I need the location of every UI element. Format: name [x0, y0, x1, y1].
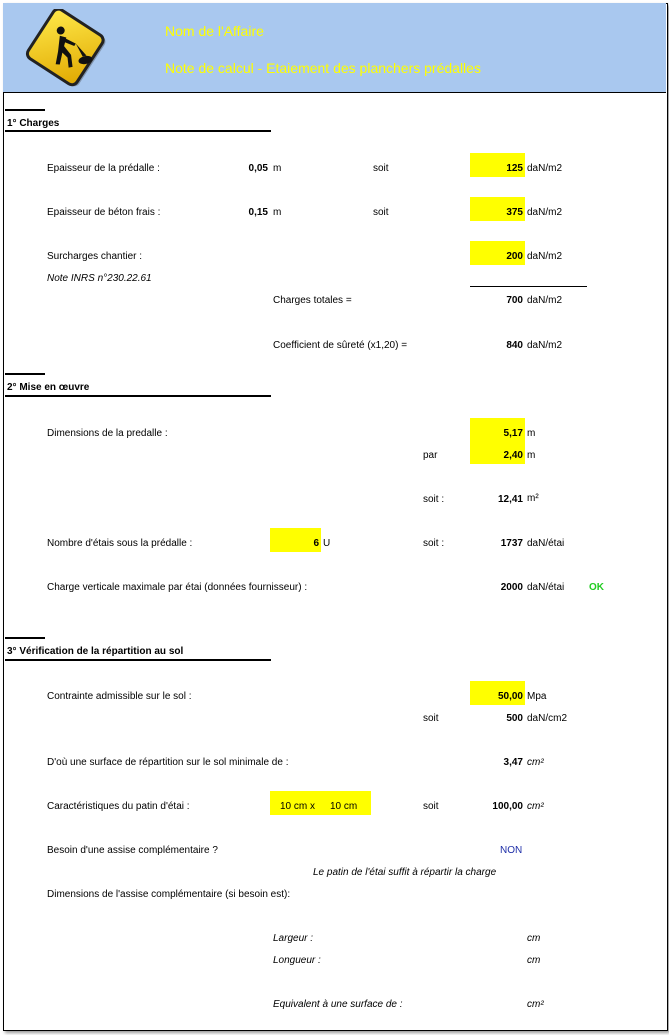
epaisseur-beton-unit: m	[273, 207, 282, 218]
header-banner	[3, 3, 666, 93]
charge-max-unit: daN/étai	[527, 582, 565, 593]
charge3-value: 200	[506, 251, 523, 262]
contrainte-value: 50,00	[497, 691, 523, 702]
charge1-value: 125	[506, 163, 523, 174]
charges-totales-value: 700	[506, 295, 523, 306]
surface-unit: m²	[527, 493, 539, 504]
surface-min-label: D'où une surface de répartition sur le sol minimale de :	[47, 757, 289, 768]
soit-label-2: soit	[373, 207, 389, 218]
dim2-value: 2,40	[503, 450, 523, 461]
note-title: Note de calcul - Etaiement des planchers prédalles	[165, 60, 481, 76]
charge1-unit: daN/m2	[527, 163, 563, 174]
besoin-label: Besoin d'une assise complémentaire ?	[47, 845, 218, 856]
dim2-unit: m	[527, 450, 536, 461]
surcharges-label: Surcharges chantier :	[47, 251, 143, 262]
dimensions-label: Dimensions de la predalle :	[47, 428, 168, 439]
dim1-unit: m	[527, 428, 536, 439]
surface-value: 12,41	[497, 494, 523, 505]
dim1-value: 5,17	[503, 428, 523, 439]
total-rule	[470, 286, 587, 287]
note-inrs: Note INRS n°230.22.61	[47, 273, 152, 284]
patin-surface-value: 100,00	[492, 801, 523, 812]
section2-top-rule	[5, 373, 45, 375]
nombre-etais-value: 6	[313, 538, 319, 549]
equivalent-label: Equivalent à une surface de :	[273, 999, 403, 1010]
soit-contrainte-label: soit	[423, 713, 439, 724]
dim-assise-label: Dimensions de l'assise complémentaire (si besoin est):	[47, 889, 291, 900]
section1-underline	[5, 130, 271, 132]
epaisseur-predalle-value: 0,05	[248, 163, 268, 174]
contrainte2-unit: daN/cm2	[527, 713, 568, 724]
epaisseur-predalle-label: Epaisseur de la prédalle :	[47, 163, 160, 174]
contrainte2-value: 500	[506, 713, 523, 724]
coef-value: 840	[506, 340, 523, 351]
epaisseur-beton-value: 0,15	[248, 207, 268, 218]
contrainte-label: Contrainte admissible sur le sol :	[47, 691, 192, 702]
ok-status: OK	[589, 582, 604, 593]
soit-surface-label: soit :	[423, 494, 445, 505]
longueur-unit: cm	[527, 955, 541, 966]
section3-top-rule	[5, 637, 45, 639]
charge2-value: 375	[506, 207, 523, 218]
section1-title: 1° Charges	[7, 118, 60, 129]
surface-min-value: 3,47	[503, 757, 523, 768]
epaisseur-beton-label: Epaisseur de béton frais :	[47, 207, 161, 218]
patin-height: 10 cm	[330, 801, 358, 812]
coef-unit: daN/m2	[527, 340, 563, 351]
soit-patin-label: soit	[423, 801, 439, 812]
section1-top-rule	[5, 109, 45, 111]
section3-underline	[5, 659, 271, 661]
epaisseur-predalle-unit: m	[273, 163, 282, 174]
patin-width: 10 cm x	[280, 801, 316, 812]
section2-title: 2° Mise en œuvre	[7, 382, 90, 393]
longueur-label: Longueur :	[273, 955, 321, 966]
charges-totales-unit: daN/m2	[527, 295, 563, 306]
charge-max-value: 2000	[500, 582, 523, 593]
coef-label: Coefficient de sûreté (x1,20) =	[273, 340, 408, 351]
patin-message: Le patin de l'étai suffit à répartir la charge	[313, 867, 497, 878]
charge3-unit: daN/m2	[527, 251, 563, 262]
besoin-value: NON	[500, 845, 523, 856]
charge2-unit: daN/m2	[527, 207, 563, 218]
surface-min-unit: cm²	[527, 757, 544, 768]
affaire-title: Nom de l'Affaire	[165, 23, 264, 39]
charge-max-label: Charge verticale maximale par étai (données fournisseur) :	[47, 582, 308, 593]
construction-worker-sign-icon	[25, 9, 115, 91]
soit-label-1: soit	[373, 163, 389, 174]
nombre-etais-label: Nombre d'étais sous la prédalle :	[47, 538, 193, 549]
soit-etai-label: soit :	[423, 538, 445, 549]
par-label: par	[423, 450, 438, 461]
section3-title: 3° Vérification de la répartition au sol	[7, 646, 184, 657]
patin-surface-unit: cm²	[527, 801, 544, 812]
contrainte-unit: Mpa	[527, 691, 547, 702]
largeur-unit: cm	[527, 933, 541, 944]
charge-etai-value: 1737	[500, 538, 523, 549]
patin-label: Caractéristiques du patin d'étai :	[47, 801, 190, 812]
charge-etai-unit: daN/étai	[527, 538, 565, 549]
largeur-label: Largeur :	[273, 933, 314, 944]
section2-underline	[5, 395, 271, 397]
charges-totales-label: Charges totales =	[273, 295, 352, 306]
nombre-etais-unit: U	[323, 538, 331, 549]
equivalent-unit: cm²	[527, 999, 544, 1010]
